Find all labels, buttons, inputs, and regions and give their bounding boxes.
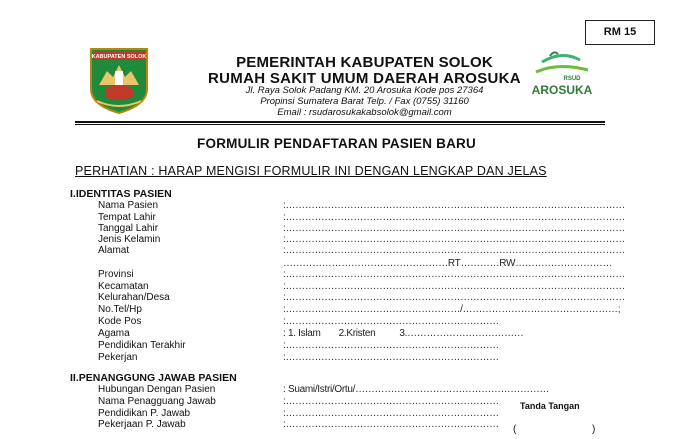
header-province: Propinsi Sumatera Barat Telp. / Fax (0755) 31160 (260, 96, 469, 107)
fill-line[interactable]: :…………………………………………………………………………………………… (283, 269, 625, 280)
logo-right-small-text: RSUD (563, 76, 581, 82)
section1-title: I.IDENTITAS PASIEN (70, 188, 172, 200)
address-rt-rw-line[interactable]: ……………………………………………RT…………RW………………………… (283, 258, 613, 269)
field-nama-pasien[interactable] (98, 200, 283, 212)
fill-line[interactable]: :………………………………………………………… (283, 316, 499, 327)
rw-label: RW (499, 258, 516, 269)
fill-line[interactable]: :………………………………………………………… (283, 396, 499, 407)
religion-option-kristen[interactable]: 2.Kristen (338, 328, 376, 339)
rt-label: RT (447, 258, 461, 269)
religion-option-islam[interactable]: 1. Islam (287, 328, 321, 339)
field-label: Nama Pasien (98, 200, 159, 211)
form-code-box: RM 15 (585, 20, 655, 45)
fill-line[interactable]: :………………………………………………/…………………………………………; (283, 304, 621, 315)
relation-options[interactable]: : Suami/Istri/Ortu/…………………………………………………… (283, 384, 550, 395)
field-label: Tempat Lahir (98, 212, 156, 223)
field-pekerjaan-pj[interactable] (98, 419, 283, 431)
header-line1: PEMERINTAH KABUPATEN SOLOK (236, 54, 493, 71)
field-label: Nama Penagguang Jawab (98, 396, 216, 407)
relation-options-text: Suami/Istri/Ortu/ (287, 384, 356, 395)
fill-line[interactable]: :…………………………………………………………………………………………… (283, 212, 625, 223)
fill-line[interactable]: :…………………………………………………………………………………………… (283, 234, 625, 245)
field-no-tel[interactable] (98, 304, 283, 316)
field-provinsi[interactable] (98, 269, 283, 281)
fill-line[interactable]: :…………………………………………………………………………………………… (283, 292, 625, 303)
section2-title: II.PENANGGUNG JAWAB PASIEN (70, 372, 237, 384)
field-kode-pos[interactable] (98, 316, 283, 328)
field-label: Pekerjan (98, 352, 138, 363)
field-label: Tanggal Lahir (98, 223, 159, 234)
header-address: Jl. Raya Solok Padang KM. 20 Arosuka Kode pos 27364 (245, 85, 484, 96)
fill-line[interactable]: :…………………………………………………………………………………………… (283, 245, 625, 256)
form-title: FORMULIR PENDAFTARAN PASIEN BARU (197, 136, 476, 151)
fill-line[interactable]: :………………………………………………………… (283, 340, 499, 351)
field-kelurahan[interactable] (98, 292, 283, 304)
fill-line[interactable]: :…………………………………………………………………………………………… (283, 223, 625, 234)
signature-label: Tanda Tangan (520, 401, 580, 411)
field-label: No.Tel/Hp (98, 304, 142, 315)
field-label: Pendidikan Terakhir (98, 340, 186, 351)
field-label: Kelurahan/Desa (98, 292, 170, 303)
field-hubungan[interactable] (98, 384, 283, 396)
header-email: Email : rsudarosukakabsolok@gmail.com (277, 107, 452, 118)
field-label: Jenis Kelamin (98, 234, 161, 245)
logo-right-big-text: AROSUKA (531, 83, 593, 97)
signature-open-paren: ( (513, 424, 517, 435)
logo-left-text: KABUPATEN SOLOK (91, 54, 147, 60)
field-label: Hubungan Dengan Pasien (98, 384, 216, 395)
signature-close-paren: ) (592, 424, 596, 435)
header-rule-thick (75, 121, 605, 123)
header-rule-thin (75, 124, 605, 125)
fill-line[interactable]: :………………………………………………………… (283, 408, 499, 419)
field-pendidikan[interactable] (98, 340, 283, 352)
fill-line[interactable]: :………………………………………………………… (283, 419, 499, 430)
religion-option-other[interactable]: 3. (399, 328, 408, 339)
fill-line[interactable]: :…………………………………………………………………………………………… (283, 200, 625, 211)
field-label: Kecamatan (98, 281, 149, 292)
field-agama[interactable] (98, 328, 283, 340)
field-label: Provinsi (98, 269, 134, 280)
field-label: Alamat (98, 245, 130, 256)
field-label: Pekerjaan P. Jawab (98, 419, 186, 430)
field-pekerjaan[interactable] (98, 352, 283, 364)
field-alamat[interactable] (98, 245, 283, 257)
header-line2: RUMAH SAKIT UMUM DAERAH AROSUKA (208, 70, 521, 87)
field-label: Agama (98, 328, 130, 339)
field-label: Pendidikan P. Jawab (98, 408, 191, 419)
field-label: Kode Pos (98, 316, 142, 327)
fill-line[interactable]: :………………………………………………………… (283, 352, 499, 363)
fill-line[interactable]: :…………………………………………………………………………………………… (283, 281, 625, 292)
field-nama-pj[interactable] (98, 396, 283, 408)
religion-options[interactable]: : 1. Islam 2.Kristen 3.……………………………… (283, 328, 524, 339)
notice-text: PERHATIAN : HARAP MENGISI FORMULIR INI DENGAN LENGKAP DAN JELAS (75, 164, 547, 178)
